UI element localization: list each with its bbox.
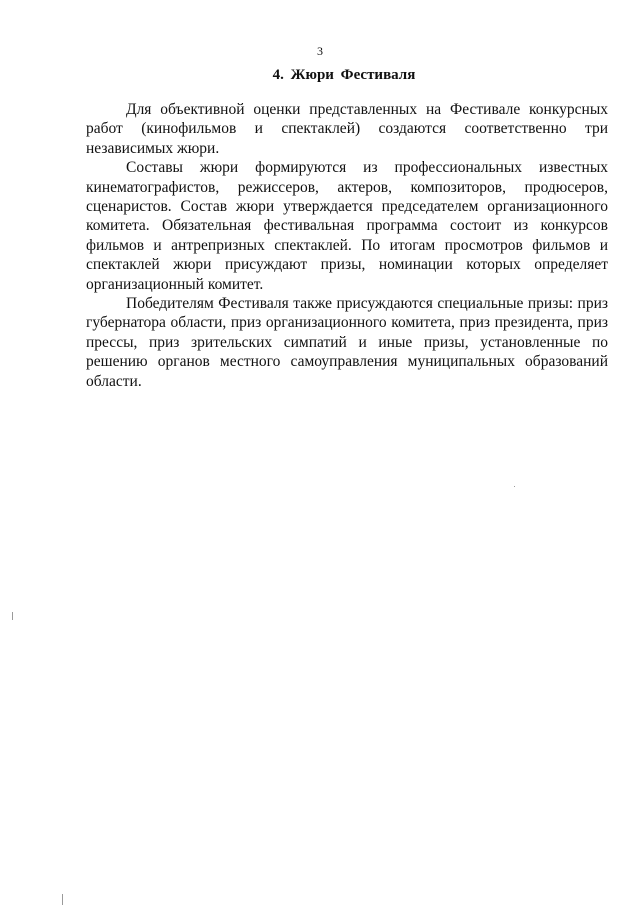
paragraph-jury-composition: Для объективной оценки представленных на Фестивале конкурсных работ (кинофильмов и спектаклей) создаются соответственно три независимых жюри. xyxy=(86,101,608,157)
scan-artifact-line-bottom xyxy=(62,894,63,905)
scan-artifact-line-left xyxy=(12,612,13,620)
page-number: 3 xyxy=(317,44,323,58)
document-body xyxy=(86,100,608,391)
section-title: 4. Жюри Фестиваля xyxy=(272,67,416,83)
paragraph-jury-members: Составы жюри формируются из профессиональных известных кинематографистов, режиссеров, актеров, композиторов, продюсеров, сценаристов. Состав жюри утверждается председателем организационного комитета. Обязательная фестивальная программа состоит из конкурсов фильмов и антрепризных спектаклей. По итогам просмотров фильмов и спектаклей жюри присуждают призы, номинации которых определяет организационный комитет. xyxy=(86,159,608,293)
scan-artifact-dot xyxy=(514,486,515,487)
paragraph-special-prizes: Победителям Фестиваля также присуждаются специальные призы: приз губернатора области, приз организационного комитета, приз президента, приз прессы, приз зрительских симпатий и иные призы, установленные по решению органов местного самоуправления муниципальных образований области. xyxy=(86,295,608,390)
